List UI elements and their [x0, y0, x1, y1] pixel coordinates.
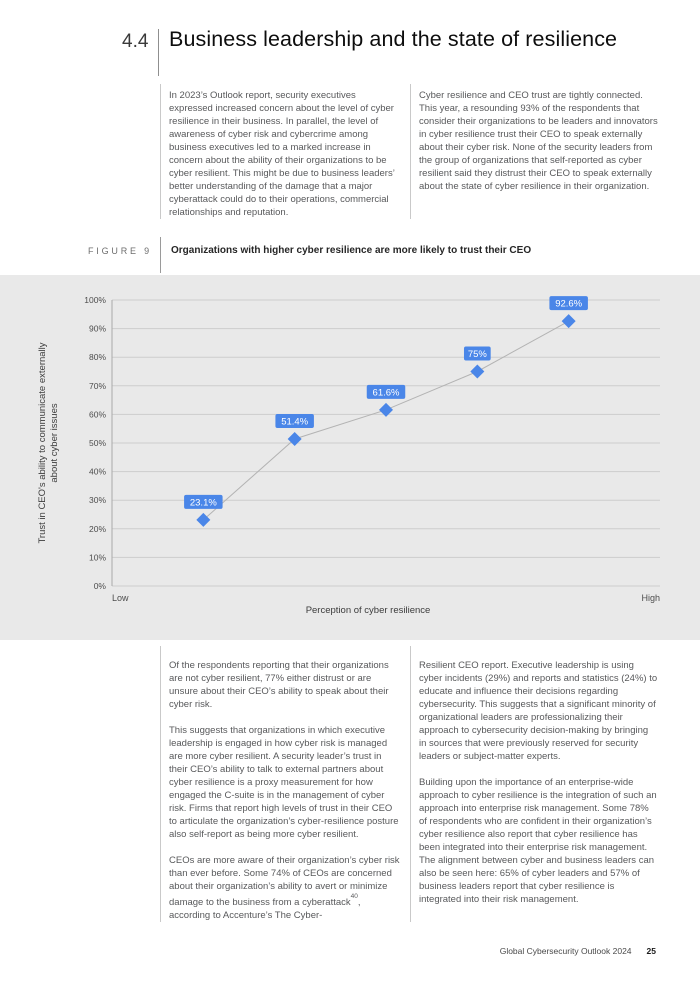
y-tick-label: 100%	[84, 295, 106, 305]
y-axis-title: Trust in CEO's ability to communicate externallyabout cyber issues	[37, 342, 60, 544]
intro-columns	[160, 84, 658, 219]
y-tick-label: 50%	[88, 438, 106, 448]
data-point-marker	[562, 314, 576, 328]
y-tick-label: 70%	[88, 380, 106, 391]
body-column-right	[410, 646, 658, 922]
body-text: , according to Accenture’s The Cyber-	[169, 897, 361, 922]
page-title: Business leadership and the state of resilience	[169, 27, 618, 51]
data-point-label: 75%	[467, 349, 487, 360]
figure-chart-band	[0, 275, 700, 640]
page-footer	[500, 946, 656, 956]
body-paragraph: This suggests that organizations in which executive leadership is engaged in how cyber risk is managed are more cyber resilient. A security leader’s trust in their CEO’s ability to talk to external partners about cyber resilience is a proxy measurement for how engaged the C-suite is in the management of cyber risk. Firms that report high levels of trust in their CEO to articulate the organization’s cyber-resilience posture also self-report as being more cyber resilient.	[169, 725, 399, 840]
y-tick-label: 10%	[88, 552, 106, 563]
intro-column-right	[410, 84, 658, 219]
intro-column-left	[160, 84, 400, 219]
intro-paragraph: In 2023’s Outlook report, security executives expressed increased concern about the level of cyber resilience in their business. In parallel, the level of awareness of cyber risk and cybercrime among business executives led to a marked increase in concern about the ability of their organizations to be cyber resilient. This might be due to business leaders’ better understanding of the damage that a major cyberattack could do to their operations, commercial relationships and reputation.	[169, 90, 395, 218]
figure-title: Organizations with higher cyber resilience are more likely to trust their CEO	[171, 245, 532, 256]
body-paragraph: Resilient CEO report. Executive leadership is using cyber incidents (29%) and reports and statistics (24%) to educate and influence their decisions regarding cybersecurity. This suggests that a significant minority of organizational leaders are professionalizing their approach to cybersecurity decision-making by bringing in sources that were previously reserved for security leaders or subject-matter experts.	[419, 660, 658, 762]
header-divider	[158, 29, 159, 76]
y-tick-label: 20%	[88, 523, 106, 534]
footer-page-number: 25	[646, 946, 656, 956]
figure-label: FIGURE 9	[88, 246, 152, 256]
trend-line	[203, 321, 568, 520]
footnote-reference: 40	[350, 893, 358, 900]
data-point-label: 92.6%	[555, 298, 583, 310]
y-tick-label: 90%	[88, 323, 106, 334]
resilience-trust-chart	[0, 275, 700, 640]
section-number: 4.4	[122, 31, 149, 52]
body-columns	[160, 646, 658, 922]
y-tick-label: 30%	[88, 495, 106, 506]
data-point-label: 61.6%	[372, 387, 400, 399]
x-axis-min-label: Low	[112, 593, 129, 603]
footer-report-name: Global Cybersecurity Outlook 2024	[499, 946, 632, 956]
data-point-marker	[470, 365, 484, 379]
data-point-label: 23.1%	[189, 497, 217, 509]
body-paragraph: Building upon the importance of an enterprise-wide approach to cyber resilience is the integration of such an approach into enterprise risk management. Some 78% of respondents who are confident in their organization’s cyber resilience also report that cyber resilience has been integrated into their enterprise risk management. The alignment between cyber and business leaders can also be seen here: 65% of cyber leaders and 57% of business leaders report that cyber resilience is integrated into their risk management.	[419, 777, 657, 905]
y-tick-label: 80%	[88, 352, 106, 363]
x-axis-max-label: High	[641, 593, 660, 603]
figure-divider	[160, 237, 161, 273]
x-axis-title: Perception of cyber resilience	[305, 605, 431, 616]
body-column-left	[160, 646, 400, 922]
data-point-label: 51.4%	[281, 416, 309, 428]
body-text: CEOs are more aware of their organization’s cyber risk than ever before. Some 74% of CEOs are concerned about their organization’s ability to avert or minimize damage to the business from a cyberattack	[169, 855, 400, 909]
body-paragraph: Of the respondents reporting that their organizations are not cyber resilient, 77% either distrust or are unsure about their CEO’s ability to speak about their cyber risk.	[169, 660, 389, 710]
y-tick-label: 0%	[93, 581, 106, 591]
y-tick-label: 60%	[88, 409, 106, 420]
intro-paragraph: Cyber resilience and CEO trust are tightly connected. This year, a resounding 93% of the respondents that consider their organizations to be leaders and innovators in cyber resilience trust their CEO to speak externally about their cyber risk. None of the security leaders from the group of organizations that self-reported as cyber resilient said they distrust their CEO to speak externally about the state of cyber resilience in their organization.	[419, 90, 658, 192]
body-paragraph	[169, 854, 400, 922]
y-tick-label: 40%	[88, 466, 106, 477]
